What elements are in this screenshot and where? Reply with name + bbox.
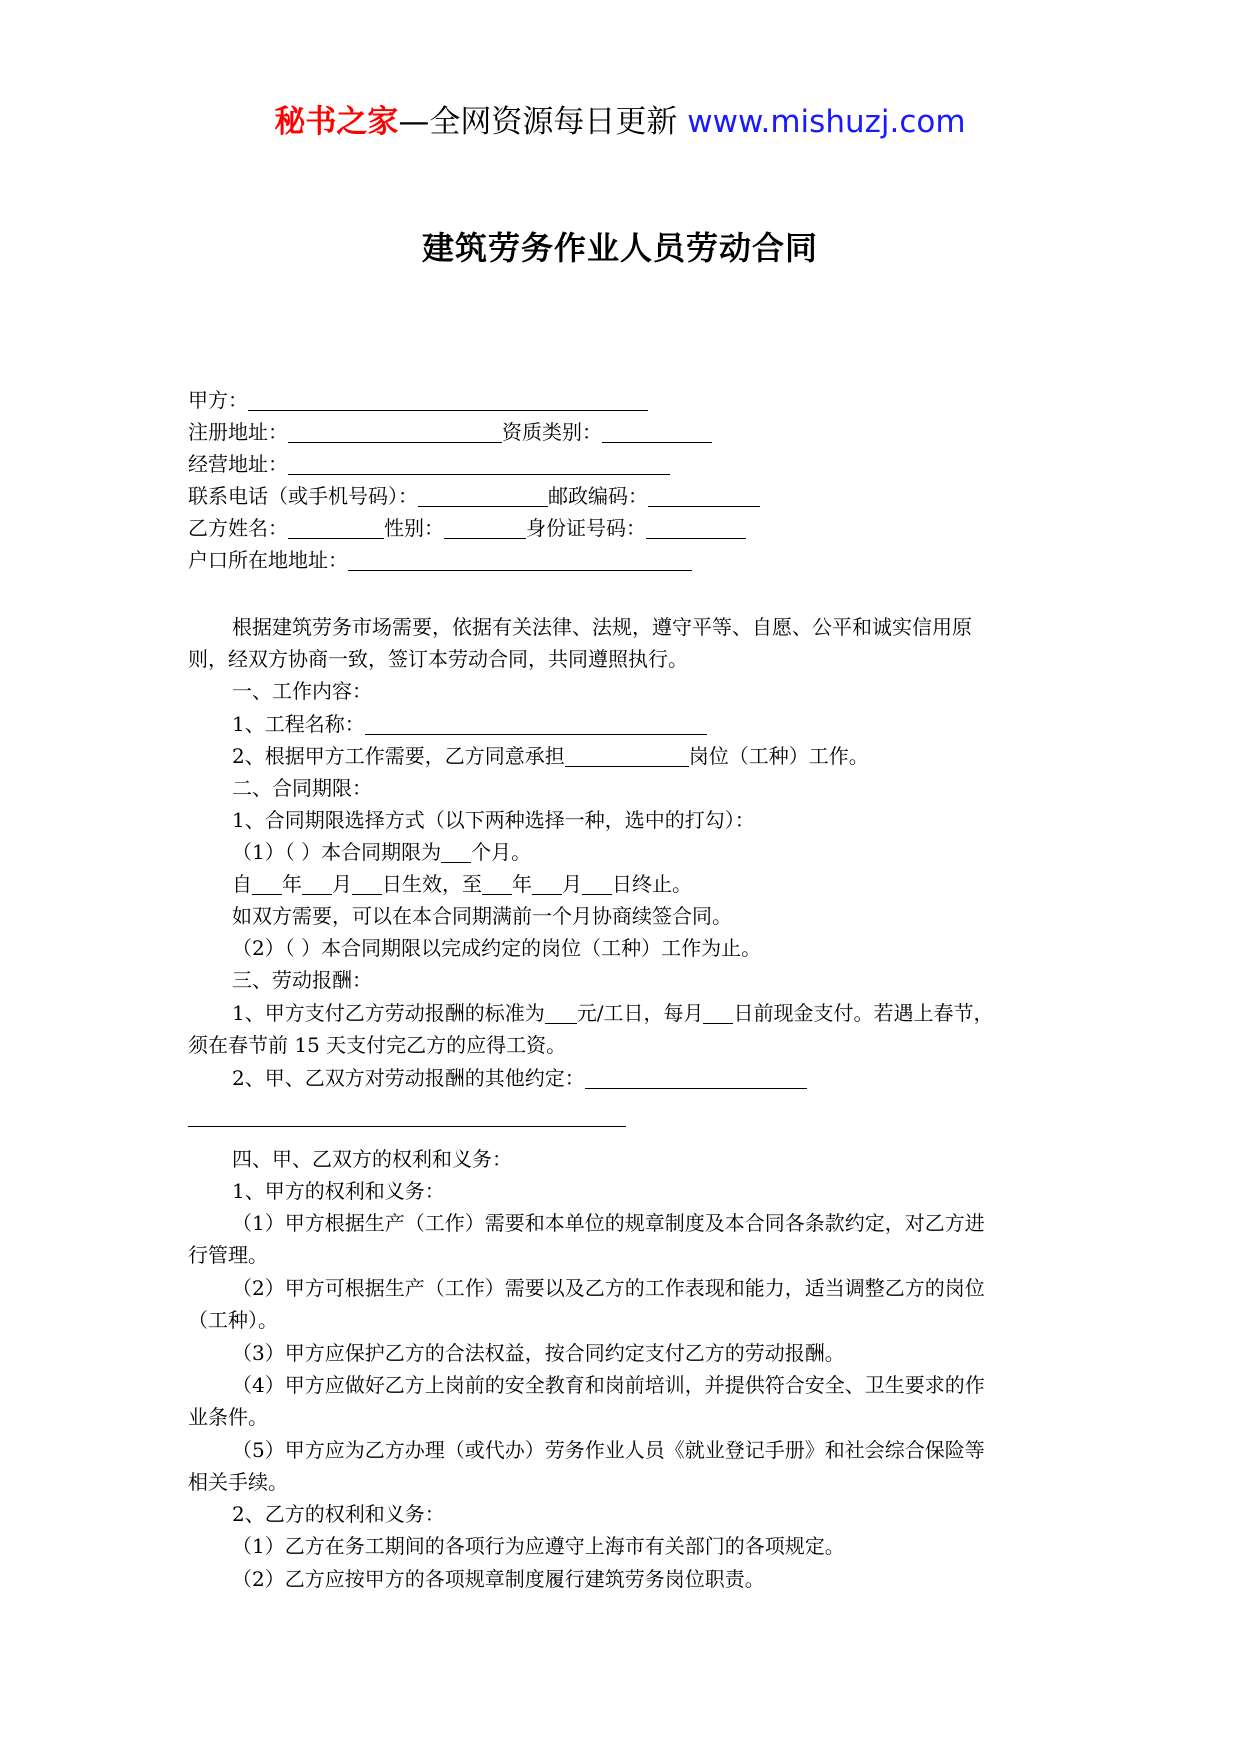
- date-blank: [252, 872, 282, 895]
- clause-line: 业条件。: [188, 1405, 268, 1429]
- preamble-line: 则，经双方协商一致，签订本劳动合同，共同遵照执行。: [188, 647, 688, 671]
- clause-line: （4）甲方应做好乙方上岗前的安全教育和岗前培训，并提供符合安全、卫生要求的作: [232, 1373, 985, 1397]
- clause-line: 须在春节前 15 天支付完乙方的应得工资。: [188, 1033, 567, 1057]
- clause-line: 2、甲、乙双方对劳动报酬的其他约定：: [232, 1062, 1068, 1094]
- clause-line: 如双方需要，可以在本合同期满前一个月协商续签合同。: [232, 904, 732, 928]
- wage-blank: [545, 1001, 577, 1024]
- clause-line: 相关手续。: [188, 1470, 288, 1494]
- document-title: 建筑劳务作业人员劳动合同: [421, 229, 818, 267]
- date-blank: [482, 872, 512, 895]
- field-biz-address: 经营地址：: [188, 448, 1068, 480]
- clause-line: （工种）。: [188, 1308, 278, 1332]
- clause-line: （2）（ ）本合同期限以完成约定的岗位（工种）工作为止。: [232, 936, 762, 960]
- position-blank: [565, 744, 689, 767]
- reg-address-blank: [288, 420, 502, 443]
- field-hukou-address: 户口所在地地址：: [188, 544, 1068, 576]
- clause-line: 1、甲方的权利和义务：: [232, 1179, 445, 1203]
- section-heading: 三、劳动报酬：: [232, 968, 372, 992]
- other-terms-continuation-line: [188, 1126, 626, 1127]
- clause-line: 2、乙方的权利和义务：: [232, 1502, 445, 1526]
- clause-line: （2）乙方应按甲方的各项规章制度履行建筑劳务岗位职责。: [232, 1567, 765, 1591]
- party-a-blank: [248, 388, 648, 411]
- clause-line: 1、甲方支付乙方劳动报酬的标准为 元/工日，每月 日前现金支付。若遇上春节，: [232, 1001, 994, 1025]
- project-name-blank: [365, 712, 707, 735]
- clause-line: 2、根据甲方工作需要，乙方同意承担 岗位（工种）工作。: [232, 744, 869, 768]
- clause-line: （1）甲方根据生产（工作）需要和本单位的规章制度及本合同各条款约定，对乙方进: [232, 1211, 985, 1235]
- banner-url-link[interactable]: www.mishuzj.com: [687, 104, 966, 140]
- qualification-blank: [602, 420, 712, 443]
- section-heading: 一、工作内容：: [232, 679, 372, 703]
- field-phone: 联系电话（或手机号码）： 邮政编码：: [188, 480, 1068, 512]
- clause-line: 1、工程名称：: [232, 708, 1068, 740]
- clause-line: 自 年 月 日生效，至 年 月 日终止。: [232, 872, 692, 896]
- gender-blank: [444, 516, 526, 539]
- date-blank: [582, 872, 612, 895]
- date-blank: [352, 872, 382, 895]
- field-party-a: 甲方：: [188, 384, 1068, 416]
- clause-line: （1）乙方在务工期间的各项行为应遵守上海市有关部门的各项规定。: [232, 1534, 845, 1558]
- field-reg-address: 注册地址： 资质类别：: [188, 416, 1068, 448]
- phone-blank: [418, 484, 548, 507]
- months-blank: [441, 840, 471, 863]
- section-heading: 四、甲、乙双方的权利和义务：: [232, 1147, 512, 1171]
- clause-line: （3）甲方应保护乙方的合法权益，按合同约定支付乙方的劳动报酬。: [232, 1341, 845, 1365]
- clause-line: （2）甲方可根据生产（工作）需要以及乙方的工作表现和能力，适当调整乙方的岗位: [232, 1276, 985, 1300]
- other-terms-blank: [585, 1066, 807, 1089]
- clause-line: 1、合同期限选择方式（以下两种选择一种，选中的打勾）：: [232, 808, 755, 832]
- field-party-b: 乙方姓名： 性别： 身份证号码：: [188, 512, 1068, 544]
- banner-slogan: —全网资源每日更新: [398, 104, 688, 140]
- clause-line: 行管理。: [188, 1243, 268, 1267]
- biz-address-blank: [288, 452, 670, 475]
- clause-line: （5）甲方应为乙方办理（或代办）劳务作业人员《就业登记手册》和社会综合保险等: [232, 1438, 985, 1462]
- postcode-blank: [648, 484, 760, 507]
- preamble-line: 根据建筑劳务市场需要，依据有关法律、法规，遵守平等、自愿、公平和诚实信用原: [232, 615, 972, 639]
- clause-line: （1）（ ）本合同期限为 个月。: [232, 840, 532, 864]
- banner-brand: 秘书之家: [274, 104, 399, 140]
- hukou-blank: [348, 548, 692, 571]
- site-banner: [0, 102, 1240, 142]
- section-heading: 二、合同期限：: [232, 776, 372, 800]
- id-blank: [646, 516, 746, 539]
- name-blank: [288, 516, 384, 539]
- date-blank: [302, 872, 332, 895]
- date-blank: [532, 872, 562, 895]
- payday-blank: [703, 1001, 733, 1024]
